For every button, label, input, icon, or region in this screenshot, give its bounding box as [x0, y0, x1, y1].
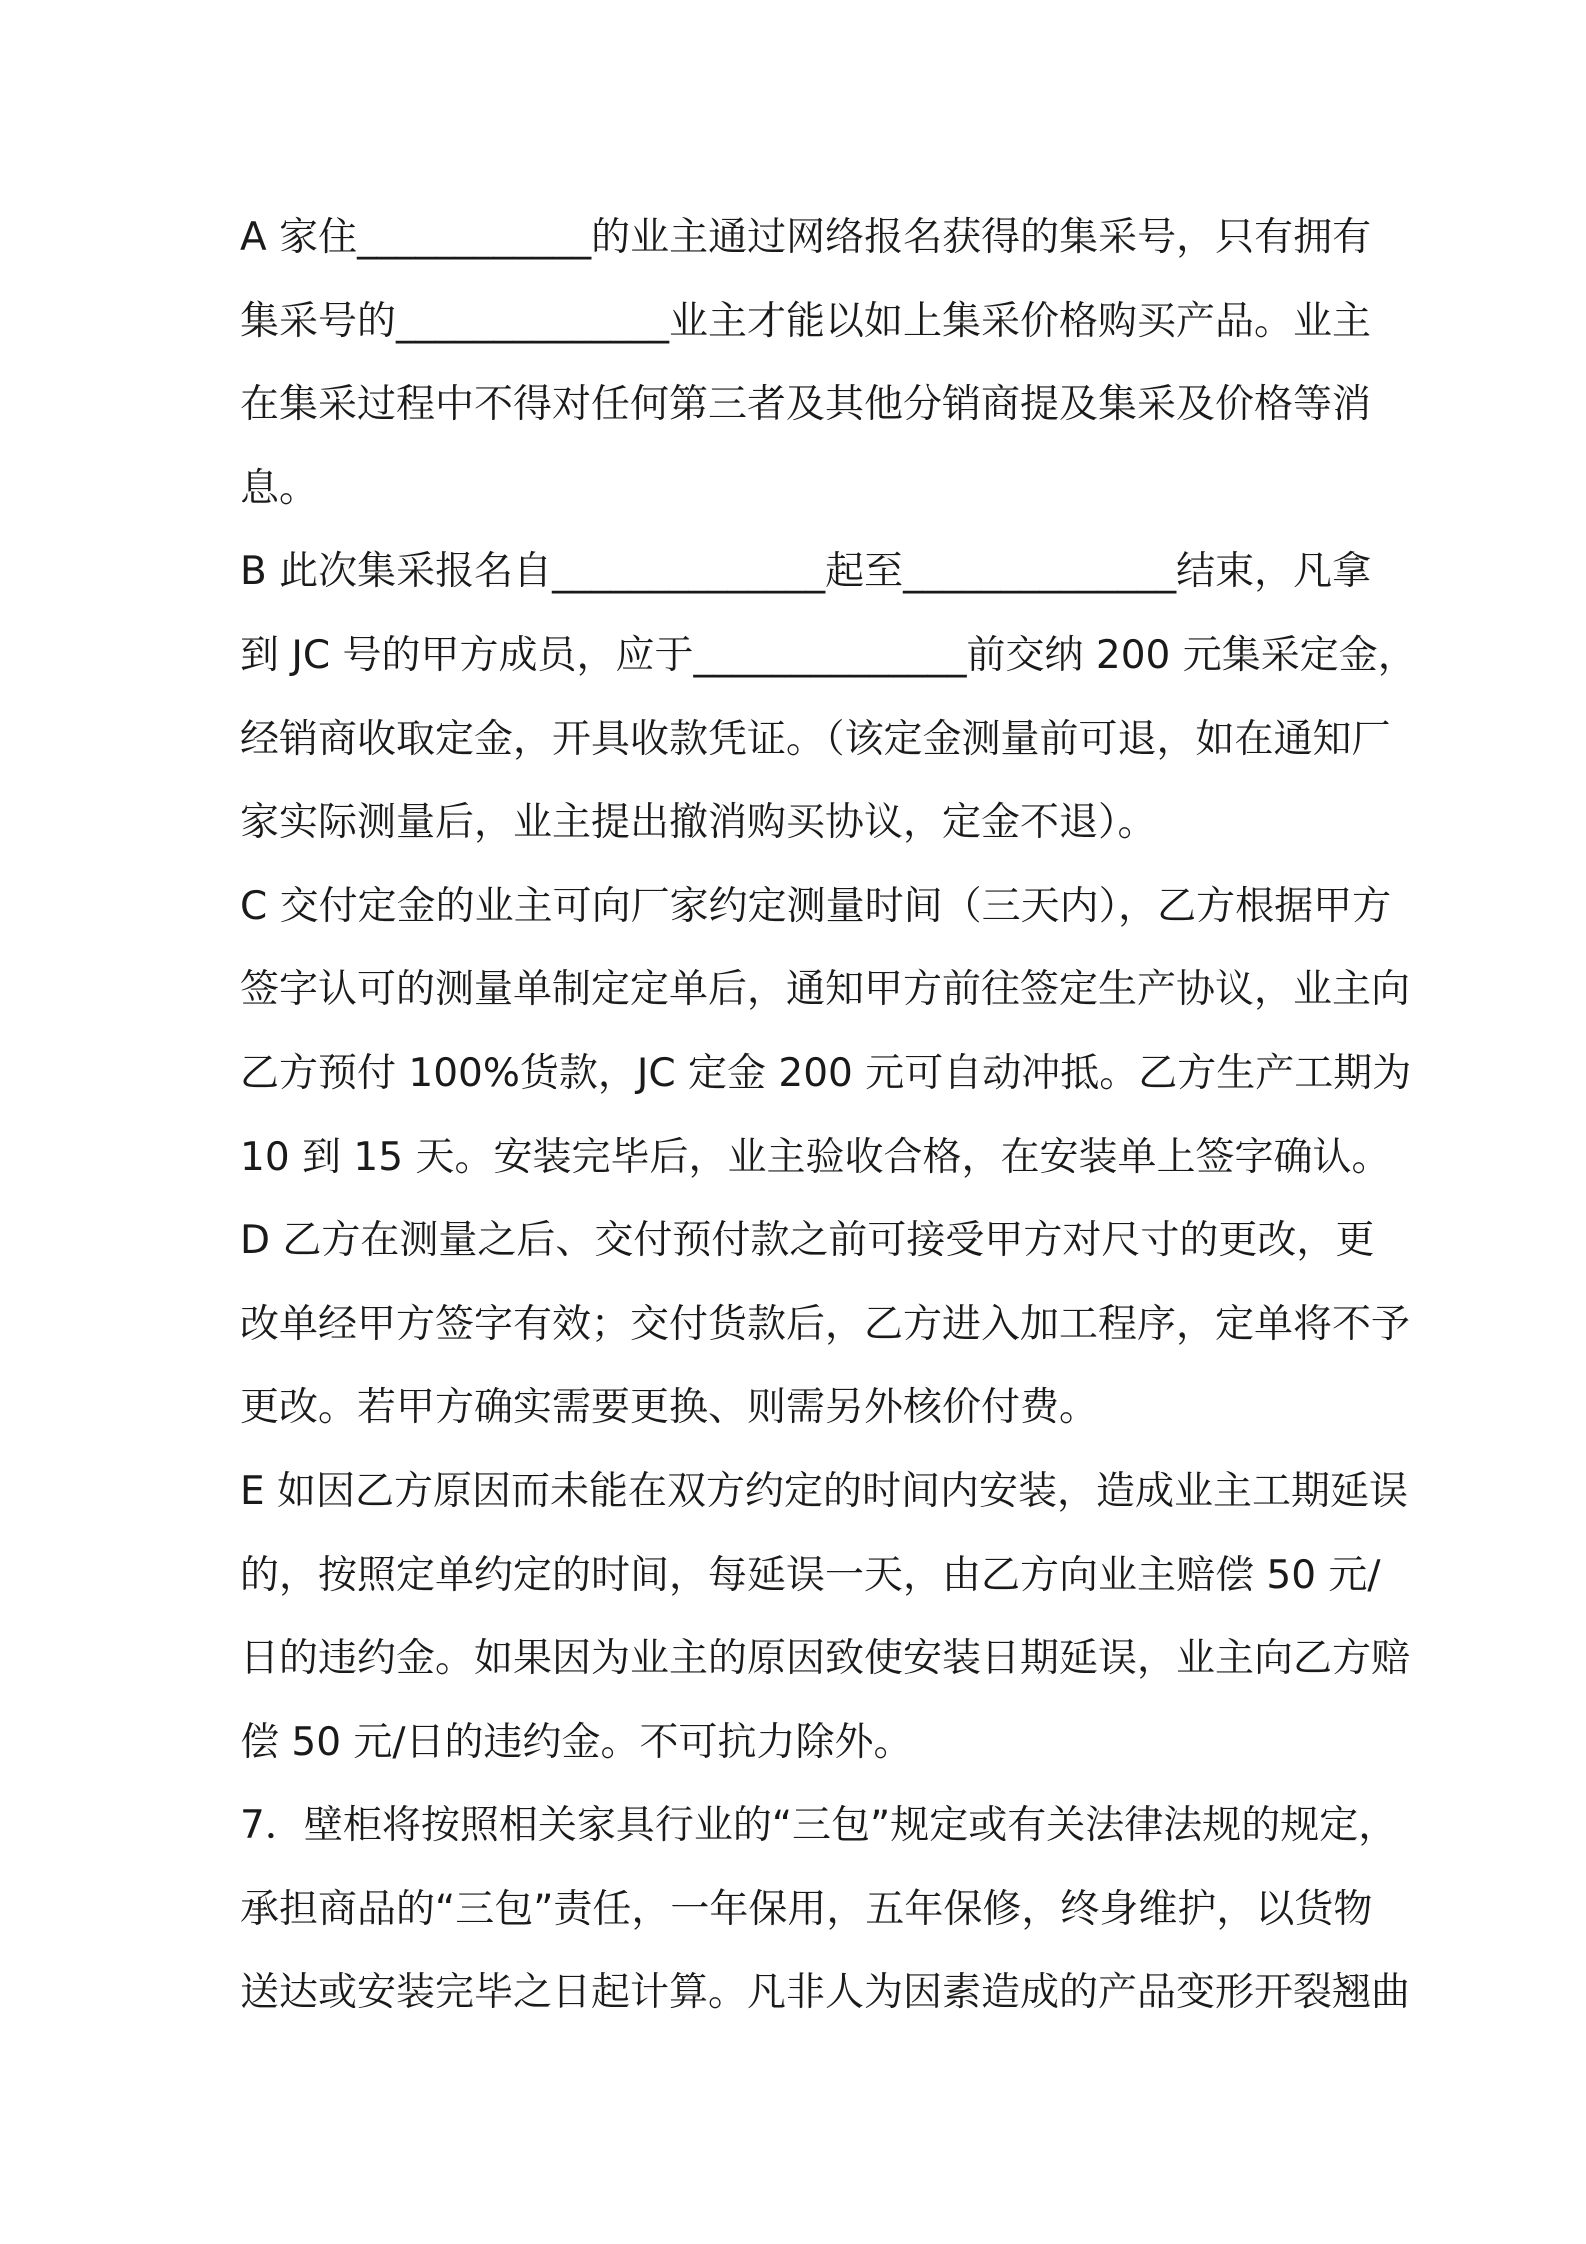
text-line: 到 JC 号的甲方成员，应于______________前交纳 200 元集采定金， [240, 632, 1417, 678]
text-line: 集采号的______________业主才能以如上集采价格购买产品。业主 [240, 298, 1372, 344]
text-line: 承担商品的“三包”责任，一年保用，五年保修，终身维护，以货物 [240, 1886, 1373, 1932]
text-line: 经销商收取定金，开具收款凭证。（该定金测量前可退，如在通知厂 [240, 716, 1391, 762]
text-line: 更改。若甲方确实需要更换、则需另外核价付费。 [240, 1385, 1099, 1431]
text-line: B 此次集采报名自______________起至______________结束，凡拿 [240, 549, 1372, 595]
text-line: 的，按照定单约定的时间，每延误一天，由乙方向业主赔偿 50 元/ [240, 1552, 1381, 1598]
text-line: C 交付定金的业主可向厂家约定测量时间（三天内），乙方根据甲方 [240, 883, 1392, 929]
document-body [240, 196, 1417, 2035]
text-line: 7．壁柜将按照相关家具行业的“三包”规定或有关法律法规的规定， [240, 1803, 1398, 1849]
text-line: 10 到 15 天。安装完毕后，业主验收合格，在安装单上签字确认。 [240, 1134, 1391, 1180]
text-line: 息。 [240, 465, 319, 511]
text-line: 家实际测量后，业主提出撤消购买协议，定金不退）。 [240, 800, 1157, 846]
text-line: A 家住____________的业主通过网络报名获得的集采号，只有拥有 [240, 215, 1372, 260]
text-line: 改单经甲方签字有效；交付货款后，乙方进入加工程序，定单将不予 [240, 1301, 1411, 1347]
text-line: D 乙方在测量之后、交付预付款之前可接受甲方对尺寸的更改，更 [240, 1218, 1375, 1264]
text-line: 日的违约金。如果因为业主的原因致使安装日期延误，业主向乙方赔 [240, 1636, 1411, 1682]
text-line: 在集采过程中不得对任何第三者及其他分销商提及集采及价格等消 [240, 382, 1372, 428]
text-line: 签字认可的测量单制定定单后，通知甲方前往签定生产协议，业主向 [240, 967, 1411, 1013]
text-line: 送达或安装完毕之日起计算。凡非人为因素造成的产品变形开裂翘曲 [240, 1970, 1411, 2016]
text-line: 乙方预付 100%货款，JC 定金 200 元可自动冲抵。乙方生产工期为 [240, 1050, 1412, 1096]
text-line: 偿 50 元/日的违约金。不可抗力除外。 [240, 1719, 913, 1765]
text-line: E 如因乙方原因而未能在双方约定的时间内安装，造成业主工期延误 [240, 1468, 1409, 1514]
